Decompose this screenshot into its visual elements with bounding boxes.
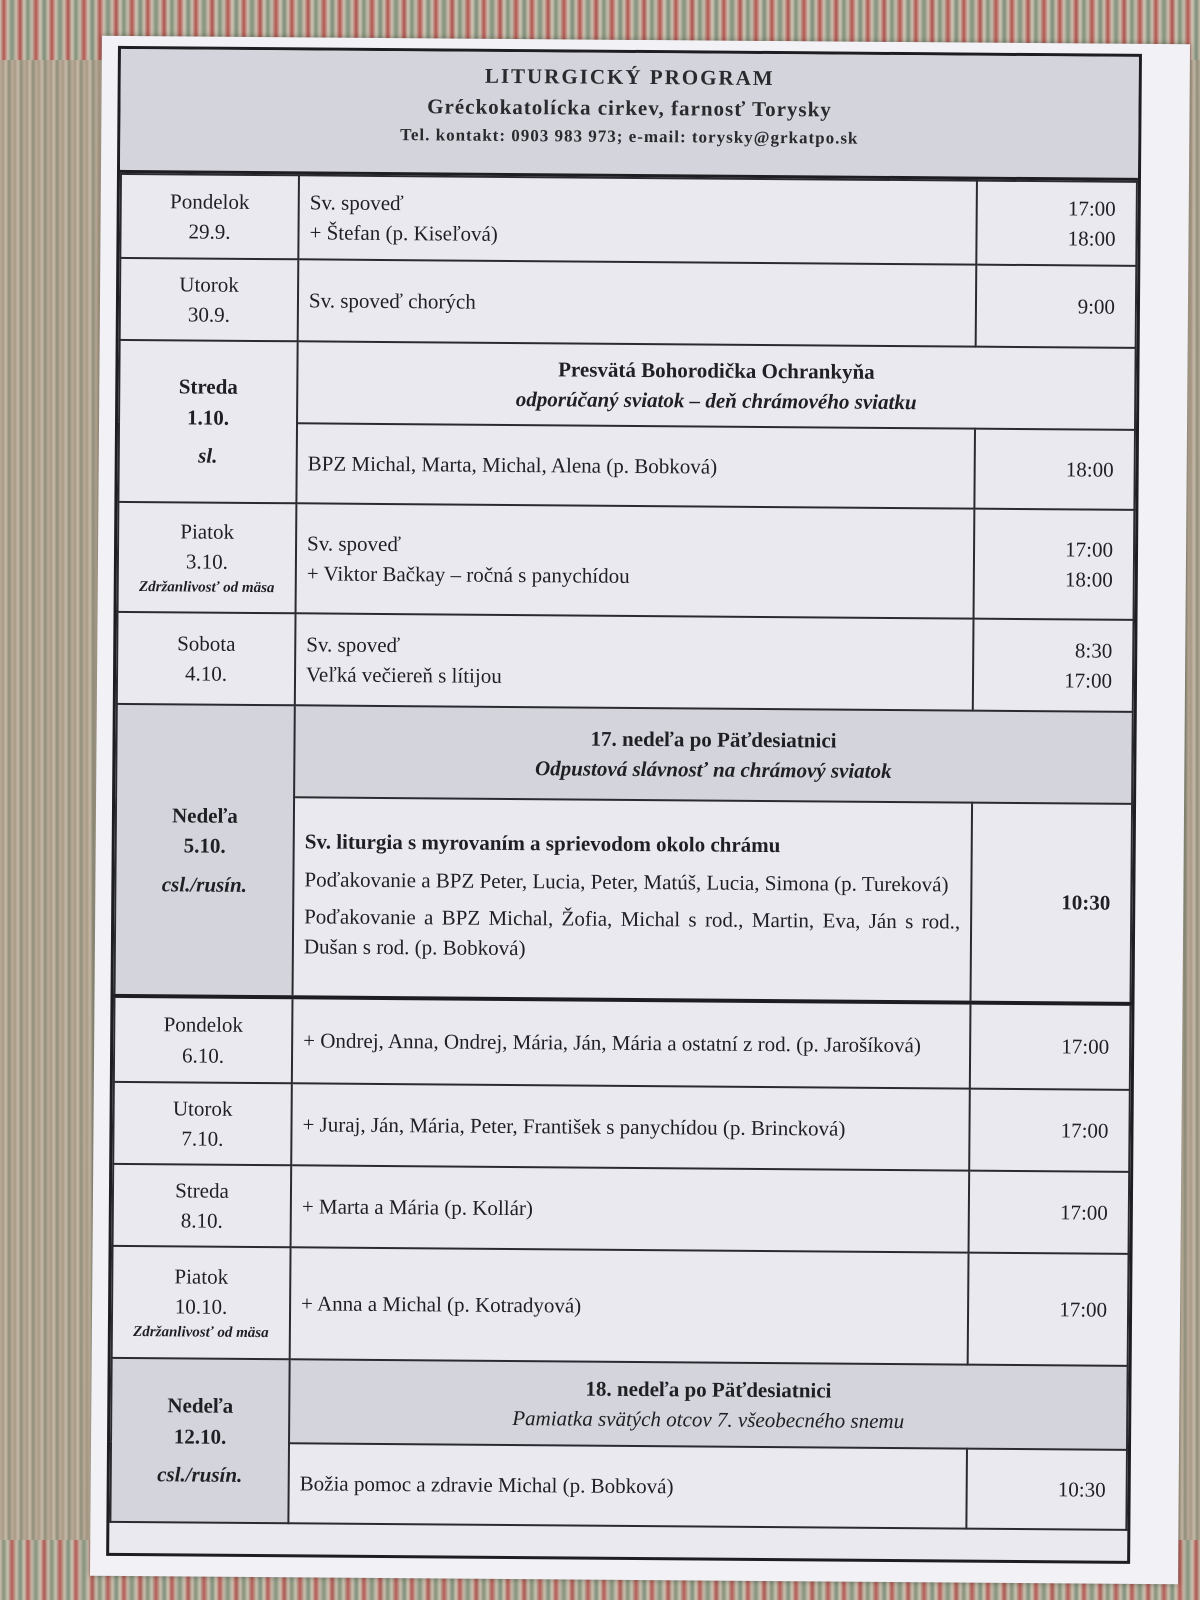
table-row [111,1358,1128,1450]
event-cell [291,1083,970,1170]
day-name: Pondelok [163,1012,244,1037]
event-time: 17:00 [1064,668,1113,693]
day-cell [110,1358,289,1523]
event-line: + Ondrej, Anna, Ondrej, Mária, Ján, Mária a ostatní z rod. (p. Jarošíková) [303,1028,922,1058]
event-line: Sv. spoveď [306,631,401,657]
time-cell [970,803,1132,1004]
event-line: Sv. spoveď chorých [308,288,476,314]
day-name: Streda [175,1177,229,1203]
event-time: 17:00 [1061,1034,1110,1059]
event-time: 10:30 [1057,1477,1106,1502]
contact-info: Tel. kontakt: 0903 983 973; e-mail: torysky@grkatpo.sk [400,125,859,148]
event-line: + Marta a Mária (p. Kollár) [301,1194,534,1220]
table-row [117,612,1134,712]
table-row [114,996,1131,1090]
event-cell [293,797,973,1002]
time-cell [969,1171,1130,1254]
time-cell [969,1089,1130,1172]
event-time: 18:00 [1064,567,1113,592]
event-time: 18:00 [1065,457,1114,482]
language-note: csl./rusín. [161,871,248,897]
day-cell [117,612,296,705]
event-time: 10:30 [1061,890,1111,915]
feast-subtitle: Odpustová slávnosť na chrámový sviatok [534,756,892,783]
liturgy-title: Sv. liturgia s myrovaním a sprievodom okolo chrámu [304,828,781,857]
feast-title: 18. nedeľa po Päťdesiatnici [585,1376,832,1403]
day-name: Utorok [179,271,239,297]
event-time: 17:00 [1067,195,1116,221]
table-row [118,502,1135,620]
table-row [113,1082,1130,1172]
feast-title: 17. nedeľa po Päťdesiatnici [590,726,837,753]
feast-cell [297,341,1136,430]
time-cell [976,181,1137,266]
day-date: 30.9. [187,302,230,327]
program-header [120,49,1139,181]
event-line: + Anna a Michal (p. Kotradyová) [301,1291,582,1318]
event-time: 8:30 [1074,637,1113,663]
language-note: sl. [198,443,218,468]
time-cell [974,509,1135,620]
event-cell [290,1247,969,1364]
table-row [113,1164,1130,1254]
time-cell [976,265,1137,348]
event-time: 9:00 [1077,294,1116,319]
event-cell [292,997,971,1088]
event-line: Sv. spoveď [309,189,404,215]
day-date: 3.10. [185,549,229,574]
program-frame [106,46,1142,1564]
event-line: Poďakovanie a BPZ Peter, Lucia, Peter, Matúš, Lucia, Simona (p. Tureková) [304,867,949,897]
day-date: 29.9. [188,219,231,244]
fasting-note: Zdržanlivosť od mäsa [138,578,275,596]
feast-subtitle: Pamiatka svätých otcov 7. všeobecného snemu [512,1406,905,1434]
event-cell [291,1165,970,1252]
day-cell [115,704,295,997]
event-line: BPZ Michal, Marta, Michal, Alena (p. Bobková) [307,451,718,479]
event-cell [295,613,974,710]
event-line: Božia pomoc a zdravie Michal (p. Bobková) [299,1471,674,1499]
day-name: Utorok [172,1095,233,1121]
time-cell [968,1253,1129,1366]
day-cell [118,340,297,503]
event-time: 17:00 [1065,536,1114,562]
event-time: 17:00 [1059,1297,1108,1322]
time-cell [974,429,1135,510]
event-cell [296,423,975,508]
day-cell [118,502,297,613]
paper-sheet [90,36,1190,1584]
day-date: 1.10. [186,405,230,430]
event-cell [298,175,977,264]
time-cell [973,619,1134,712]
day-cell [120,174,299,259]
day-cell [112,1246,291,1359]
parish-name: Gréckokatolícka cirkev, farnosť Torysky [427,94,832,122]
event-line: + Viktor Bačkay – ročná s panychídou [306,561,630,588]
table-row [112,1246,1129,1366]
feast-cell [289,1359,1128,1450]
day-date: 7.10. [181,1126,224,1151]
event-line: + Juraj, Ján, Mária, Peter, František s panychídou (p. Brincková) [302,1112,846,1141]
day-name: Streda [178,374,238,400]
day-name: Nedeľa [171,803,238,828]
day-date: 8.10. [180,1208,223,1233]
day-date: 4.10. [184,661,228,686]
event-time: 17:00 [1060,1118,1109,1143]
day-date: 6.10. [181,1042,225,1068]
day-cell [113,1082,292,1165]
feast-title: Presvätá Bohorodička Ochrankyňa [558,356,875,384]
event-cell [296,503,975,618]
day-name: Sobota [177,630,236,656]
time-cell [966,1449,1127,1530]
feast-subtitle: odporúčaný sviatok – deň chrámového sviatku [515,387,917,415]
program-title: LITURGICKÝ PROGRAM [484,63,775,91]
feast-cell [294,705,1133,804]
event-line: Veľká večiereň s lítijou [305,662,502,688]
event-line: Sv. spoveď [306,530,402,556]
event-cell [288,1443,967,1528]
schedule-table [109,173,1138,1531]
day-date: 12.10. [173,1424,227,1449]
day-cell [120,258,299,341]
event-time: 17:00 [1059,1200,1108,1225]
day-name: Piatok [180,519,235,544]
event-line: + Štefan (p. Kiseľová) [309,220,498,246]
table-row [116,704,1133,804]
time-cell [970,1003,1131,1090]
day-date: 5.10. [183,833,226,859]
fasting-note: Zdržanlivosť od mäsa [133,1323,269,1341]
event-cell [298,259,977,346]
table-row [119,340,1136,430]
event-time: 18:00 [1067,226,1116,251]
event-line: Poďakovanie a BPZ Michal, Žofia, Michal s rod., Martin, Eva, Ján s rod., Dušan s rod. (p. Bobková) [303,903,961,961]
language-note: csl./rusín. [157,1462,243,1488]
day-name: Piatok [174,1264,229,1289]
day-name: Pondelok [170,188,250,214]
day-cell [113,1164,292,1247]
table-row [120,174,1137,266]
table-row [120,258,1137,348]
day-cell [114,996,293,1083]
day-date: 10.10. [174,1294,228,1319]
day-name: Nedeľa [167,1393,234,1419]
